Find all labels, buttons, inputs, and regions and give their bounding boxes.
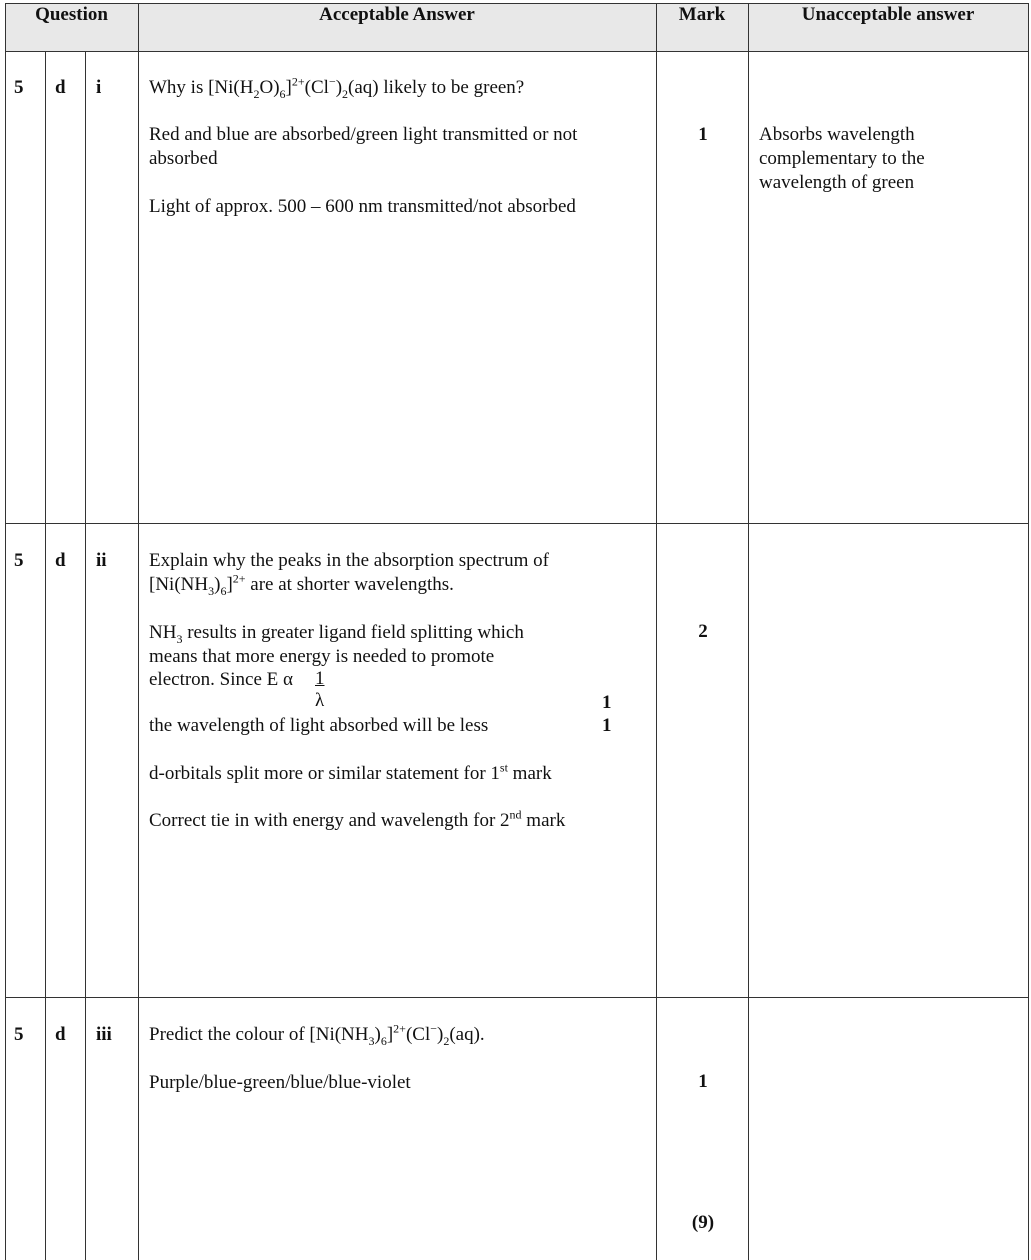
- mark-value: 1: [698, 124, 708, 145]
- marking-note: Correct tie in with energy and wavelength for 2nd mark: [149, 807, 566, 831]
- header-divider: [5, 51, 1029, 52]
- total-marks: (9): [691, 1212, 715, 1233]
- marking-note: d-orbitals split more or similar statement for 1st mark: [149, 760, 552, 784]
- unacceptable-line: complementary to the: [759, 148, 925, 169]
- answer-text: $NH_3$ results in greater ligand field splitting which: [149, 622, 524, 646]
- question-number: 5: [14, 1024, 24, 1045]
- inline-mark: 1: [602, 692, 612, 713]
- question-subpart: ii: [96, 550, 107, 571]
- question-part: d: [55, 1024, 66, 1045]
- col-divider-num: [45, 51, 46, 1260]
- question-text: Predict the colour of $[Ni(NH_3)_6]^{2+}(Cl^-)_2(aq)$.: [149, 1021, 485, 1048]
- question-text: Explain why the peaks in the absorption spectrum of: [149, 550, 549, 571]
- header-unacceptable-answer: Unacceptable answer: [801, 4, 975, 25]
- answer-text: Light of approx. 500 – 600 nm transmitted/not absorbed: [149, 196, 576, 217]
- col-border-right: [1028, 3, 1029, 1260]
- unacceptable-text: [759, 123, 925, 195]
- answer-text: means that more energy is needed to promote: [149, 646, 495, 667]
- question-text: $[Ni(NH_3)_6]^{2+}$ are at shorter wavelengths.: [149, 571, 454, 598]
- fraction-numerator: 1: [315, 668, 325, 689]
- answer-text: Red and blue are absorbed/green light transmitted or not: [149, 124, 578, 145]
- header-mark: Mark: [678, 4, 726, 25]
- col-divider-question: [138, 3, 139, 1260]
- question-subpart: i: [96, 77, 102, 98]
- mark-value: 1: [698, 1071, 708, 1092]
- answer-text: absorbed: [149, 148, 218, 169]
- answer-text: Purple/blue-green/blue/blue-violet: [149, 1072, 411, 1093]
- answer-text: electron. Since E α: [149, 669, 293, 690]
- header-question: Question: [35, 4, 108, 25]
- question-part: d: [55, 77, 66, 98]
- col-border-left: [5, 3, 6, 1260]
- question-part: d: [55, 550, 66, 571]
- question-text: Why is $[Ni(H_2O)_6]^{2+}(Cl^-)_2(aq)$ likely to be green?: [149, 74, 525, 101]
- row-divider-2: [5, 997, 1029, 998]
- inline-mark: 1: [602, 715, 612, 736]
- row-divider-1: [5, 523, 1029, 524]
- answer-text: the wavelength of light absorbed will be less: [149, 715, 489, 736]
- question-number: 5: [14, 77, 24, 98]
- lambda-symbol: λ: [315, 690, 325, 711]
- header-acceptable-answer: Acceptable Answer: [319, 4, 475, 25]
- col-divider-part: [85, 51, 86, 1260]
- mark-value: 2: [698, 621, 708, 642]
- unacceptable-line: wavelength of green: [759, 172, 915, 193]
- question-subpart: iii: [96, 1024, 112, 1045]
- question-number: 5: [14, 550, 24, 571]
- unacceptable-line: Absorbs wavelength: [759, 124, 915, 145]
